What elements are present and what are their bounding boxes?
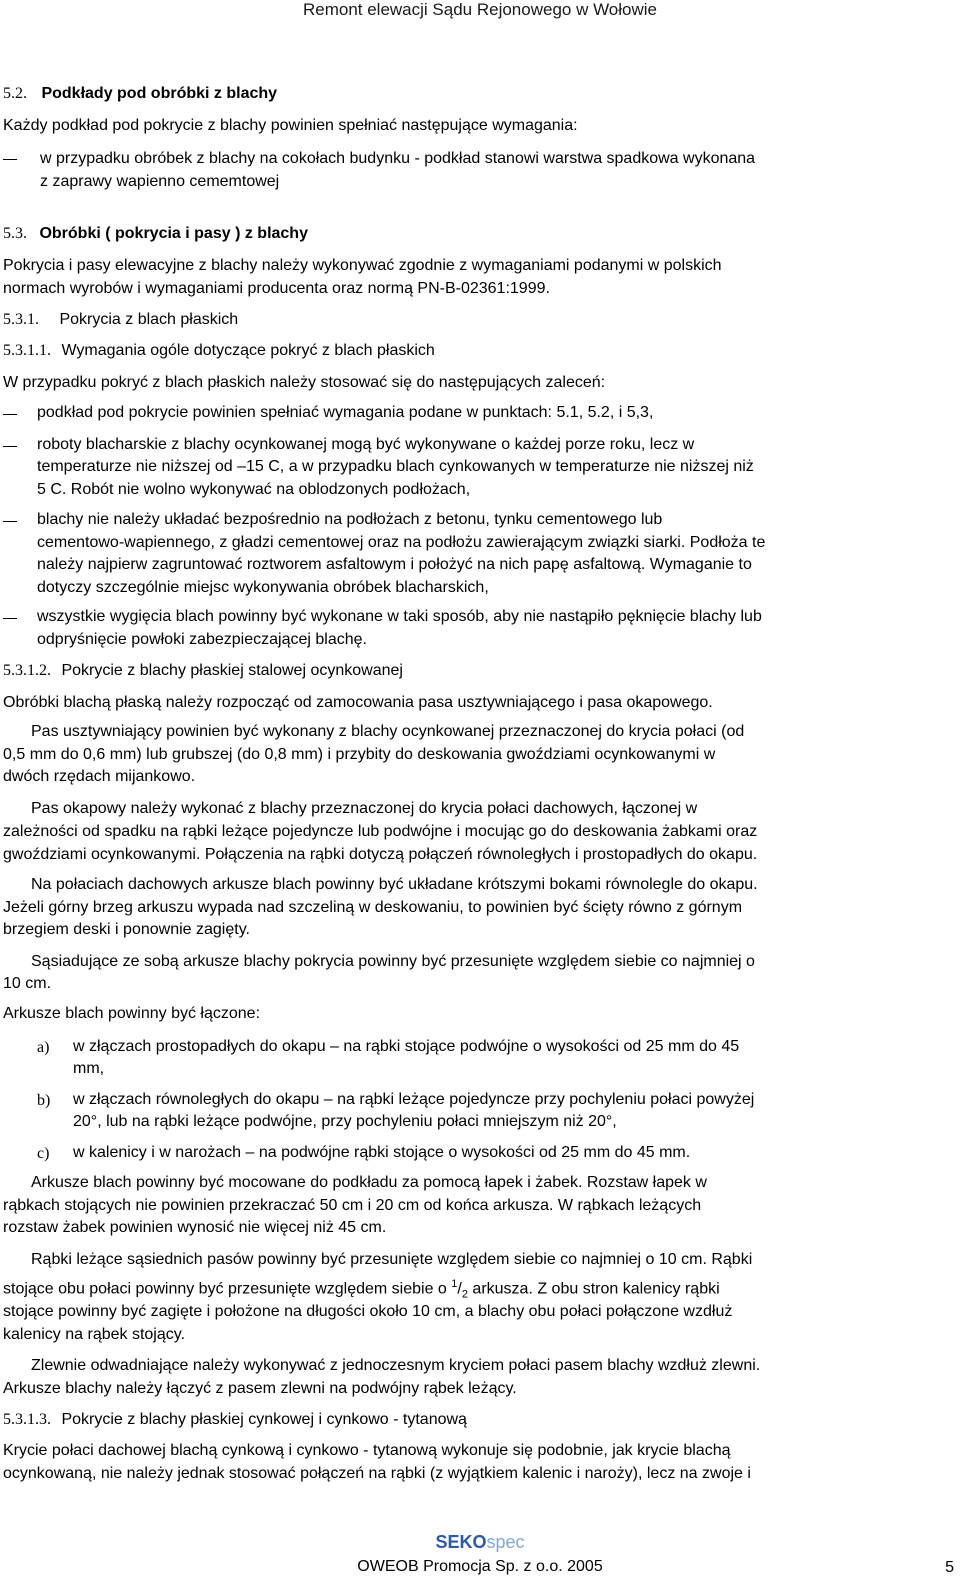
dash-bullet	[3, 618, 17, 619]
footer-logo	[0, 1532, 960, 1552]
section-title: Pokrycia z blach płaskich	[59, 311, 239, 328]
fraction-slash: /	[457, 1280, 462, 1298]
list-item-line: należy najpierw zagruntować roztworem asfaltowym i położyć na nich papę asfaltową. Wymaganie to	[37, 556, 752, 573]
list-label: b)	[37, 1092, 51, 1109]
paragraph-line: Zlewnie odwadniające należy wykonywać z jednoczesnym kryciem połaci pasem blachy wzdłuż zlewni.	[31, 1357, 761, 1374]
paragraph-line: 0,5 mm do 0,6 mm) lub grubszej (do 0,8 mm) i przybity do deskowania gwoździami ocynkowanymi w	[3, 746, 716, 763]
list-item-line: w przypadku obróbek z blachy na cokołach budynku - podkład stanowi warstwa spadkowa wykonana	[40, 150, 756, 167]
paragraph-line: rozstaw żabek powinien wynosić nie więcej niż 45 cm.	[3, 1219, 387, 1236]
paragraph-line: Pokrycia i pasy elewacyjne z blachy należy wykonywać zgodnie z wymaganiami podanymi w polskich	[3, 257, 722, 274]
paragraph-line: Arkusze blachy należy łączyć z pasem zlewni na podwójny rąbek leżący.	[3, 1380, 517, 1397]
paragraph: Każdy podkład pod pokrycie z blachy powinien spełniać następujące wymagania:	[3, 117, 578, 134]
list-item-line: z zaprawy wapienno cememtowej	[40, 173, 280, 190]
section-number: 5.3.1.	[3, 311, 39, 328]
section-5-3-heading	[3, 224, 308, 244]
list-item-line: podkład pod pokrycie powinien spełniać wymagania podane w punktach: 5.1, 5.2, i 5,3,	[37, 404, 654, 421]
section-number: 5.3.	[3, 225, 27, 242]
paragraph-line: dwóch rzędach mijankowo.	[3, 768, 196, 785]
section-number: 5.3.1.3.	[3, 1411, 51, 1428]
page-header: Remont elewacji Sądu Rejonowego w Wołowie	[302, 0, 658, 19]
list-item-line: temperaturze nie niższej od –15 C, a w przypadku blach cynkowanych w temperaturze nie niższej niż	[37, 458, 754, 475]
section-title: Pokrycie z blachy płaskiej cynkowej i cynkowo - tytanową	[61, 1411, 467, 1428]
list-item-line: wszystkie wygięcia blach powinny być wykonane w taki sposób, aby nie nastąpiło pęknięcie blachy lub	[37, 608, 762, 625]
paragraph-line: kalenicy na rąbek stojący.	[3, 1326, 186, 1343]
paragraph-line-fraction	[3, 1274, 720, 1305]
list-item-line: 20°, lub na rąbki leżące podwójne, przy pochyleniu połaci mniejszym niż 20°,	[73, 1113, 617, 1130]
paragraph: Arkusze blach powinny być łączone:	[3, 1005, 261, 1022]
section-number: 5.3.1.1.	[3, 342, 51, 359]
paragraph-line: stojące powinny być zagięte i położone na długości około 10 cm, a blachy obu połaci połączone wzdłuż	[3, 1303, 733, 1320]
list-item-line: dotyczy szczególnie miejsc wykonywania obróbek blacharskich,	[37, 579, 489, 596]
list-label: c)	[37, 1145, 50, 1162]
section-title: Obróbki ( pokrycia i pasy ) z blachy	[39, 225, 308, 242]
section-number: 5.2.	[3, 85, 27, 102]
paragraph-line: Pas okapowy należy wykonać z blachy przeznaczonej do krycia połaci dachowych, łączonej w	[31, 800, 698, 817]
list-label: a)	[37, 1039, 50, 1056]
section-title: Pokrycie z blachy płaskiej stalowej ocynkowanej	[61, 662, 403, 679]
dash-bullet	[3, 414, 17, 415]
paragraph-line: Jeżeli górny brzeg arkuszu wypada nad szczeliną w deskowaniu, to powinien być ścięty równo z górnym	[3, 899, 743, 916]
text-fragment: arkusza. Z obu stron kalenicy rąbki	[472, 1280, 720, 1298]
paragraph-line: normach wyrobów i wymaganiami producenta oraz normą PN-B-02361:1999.	[3, 280, 550, 297]
section-5-3-1-heading	[3, 310, 238, 330]
section-5-2-heading	[3, 84, 277, 104]
paragraph-line: Krycie połaci dachowej blachą cynkową i cynkowo - tytanową wykonuje się podobnie, jak krycie blachą	[3, 1442, 731, 1459]
paragraph: W przypadku pokryć z blach płaskich należy stosować się do następujących zaleceń:	[3, 374, 606, 391]
section-5-3-1-1-heading	[3, 341, 435, 361]
logo-part-secondary: spec	[486, 1532, 525, 1552]
list-item-line: mm,	[73, 1060, 105, 1077]
paragraph-line: Rąbki leżące sąsiednich pasów powinny być przesunięte względem siebie co najmniej o 10 cm. Rąbki	[31, 1251, 753, 1268]
paragraph-line: 10 cm.	[3, 975, 52, 992]
logo-part-primary: SEKO	[435, 1532, 487, 1552]
list-item-line: odpryśnięcie powłoki zabezpieczającej blachę.	[37, 631, 367, 648]
dash-bullet	[3, 159, 17, 160]
paragraph-line: Arkusze blach powinny być mocowane do podkładu za pomocą łapek i żabek. Rozstaw łapek w	[31, 1174, 707, 1191]
footer-company: OWEOB Promocja Sp. z o.o. 2005	[357, 1558, 603, 1575]
paragraph-line: Sąsiadujące ze sobą arkusze blachy pokrycia powinny być przesunięte względem siebie co najmniej o	[31, 953, 755, 970]
paragraph-line: rąbkach stojących nie powinien przekraczać 50 cm i 20 cm od końca arkusza. W rąbkach leżących	[3, 1197, 702, 1214]
fraction-numerator: 1	[451, 1278, 458, 1290]
dash-bullet	[3, 446, 17, 447]
paragraph-line: Pas usztywniający powinien być wykonany z blachy ocynkowanej przeznaczonej do krycia połaci (od	[31, 723, 745, 740]
list-item-line: blachy nie należy układać bezpośrednio na podłożach z betonu, tynku cementowego lub	[37, 511, 663, 528]
list-item-line: roboty blacharskie z blachy ocynkowanej mogą być wykonywane o każdej porze roku, lecz w	[37, 436, 695, 453]
fraction-denominator: 2	[461, 1288, 468, 1301]
page-number: 5	[945, 1559, 954, 1576]
dash-bullet	[3, 521, 17, 522]
list-item-line: 5 C. Robót nie wolno wykonywać na oblodzonych podłożach,	[37, 481, 471, 498]
list-item-line: w kalenicy i w narożach – na podwójne rąbki stojące o wysokości od 25 mm do 45 mm.	[73, 1144, 691, 1161]
section-number: 5.3.1.2.	[3, 662, 51, 679]
paragraph-line: brzegiem deski i ponownie zagięty.	[3, 921, 250, 938]
list-item-line: w złączach prostopadłych do okapu – na rąbki stojące podwójne o wysokości od 25 mm do 45	[73, 1038, 740, 1055]
paragraph-line: Na połaciach dachowych arkusze blach powinny być układane krótszymi bokami równolegle do okapu.	[31, 876, 758, 893]
section-title: Wymagania ogóle dotyczące pokryć z blach płaskich	[61, 342, 435, 359]
paragraph: Obróbki blachą płaską należy rozpocząć od zamocowania pasa usztywniającego i pasa okapowego.	[3, 694, 713, 711]
section-5-3-1-3-heading	[3, 1410, 467, 1430]
paragraph-line: zależności od spadku na rąbki leżące pojedyncze lub podwójne i mocując go do deskowania żabkami oraz	[3, 823, 758, 840]
paragraph-line: ocynkowaną, nie należy jednak stosować połączeń na rąbki (z wyjątkiem kalenic i naroży), lecz na zwoje i	[3, 1465, 751, 1482]
section-5-3-1-2-heading	[3, 661, 403, 681]
list-item-line: cementowo-wapiennego, z gładzi cementowej oraz na podłożu zawierającym związki siarki. Podłoża te	[37, 534, 766, 551]
text-fragment: stojące obu połaci powinny być przesunięte względem siebie o	[3, 1280, 447, 1298]
list-item-line: w złączach równoległych do okapu – na rąbki leżące pojedyncze przy pochyleniu połaci powyżej	[73, 1091, 755, 1108]
section-title: Podkłady pod obróbki z blachy	[41, 85, 278, 102]
paragraph-line: gwoździami ocynkowanymi. Połączenia na rąbki dotyczą połączeń równoległych i prostopadłych do okapu.	[3, 846, 758, 863]
